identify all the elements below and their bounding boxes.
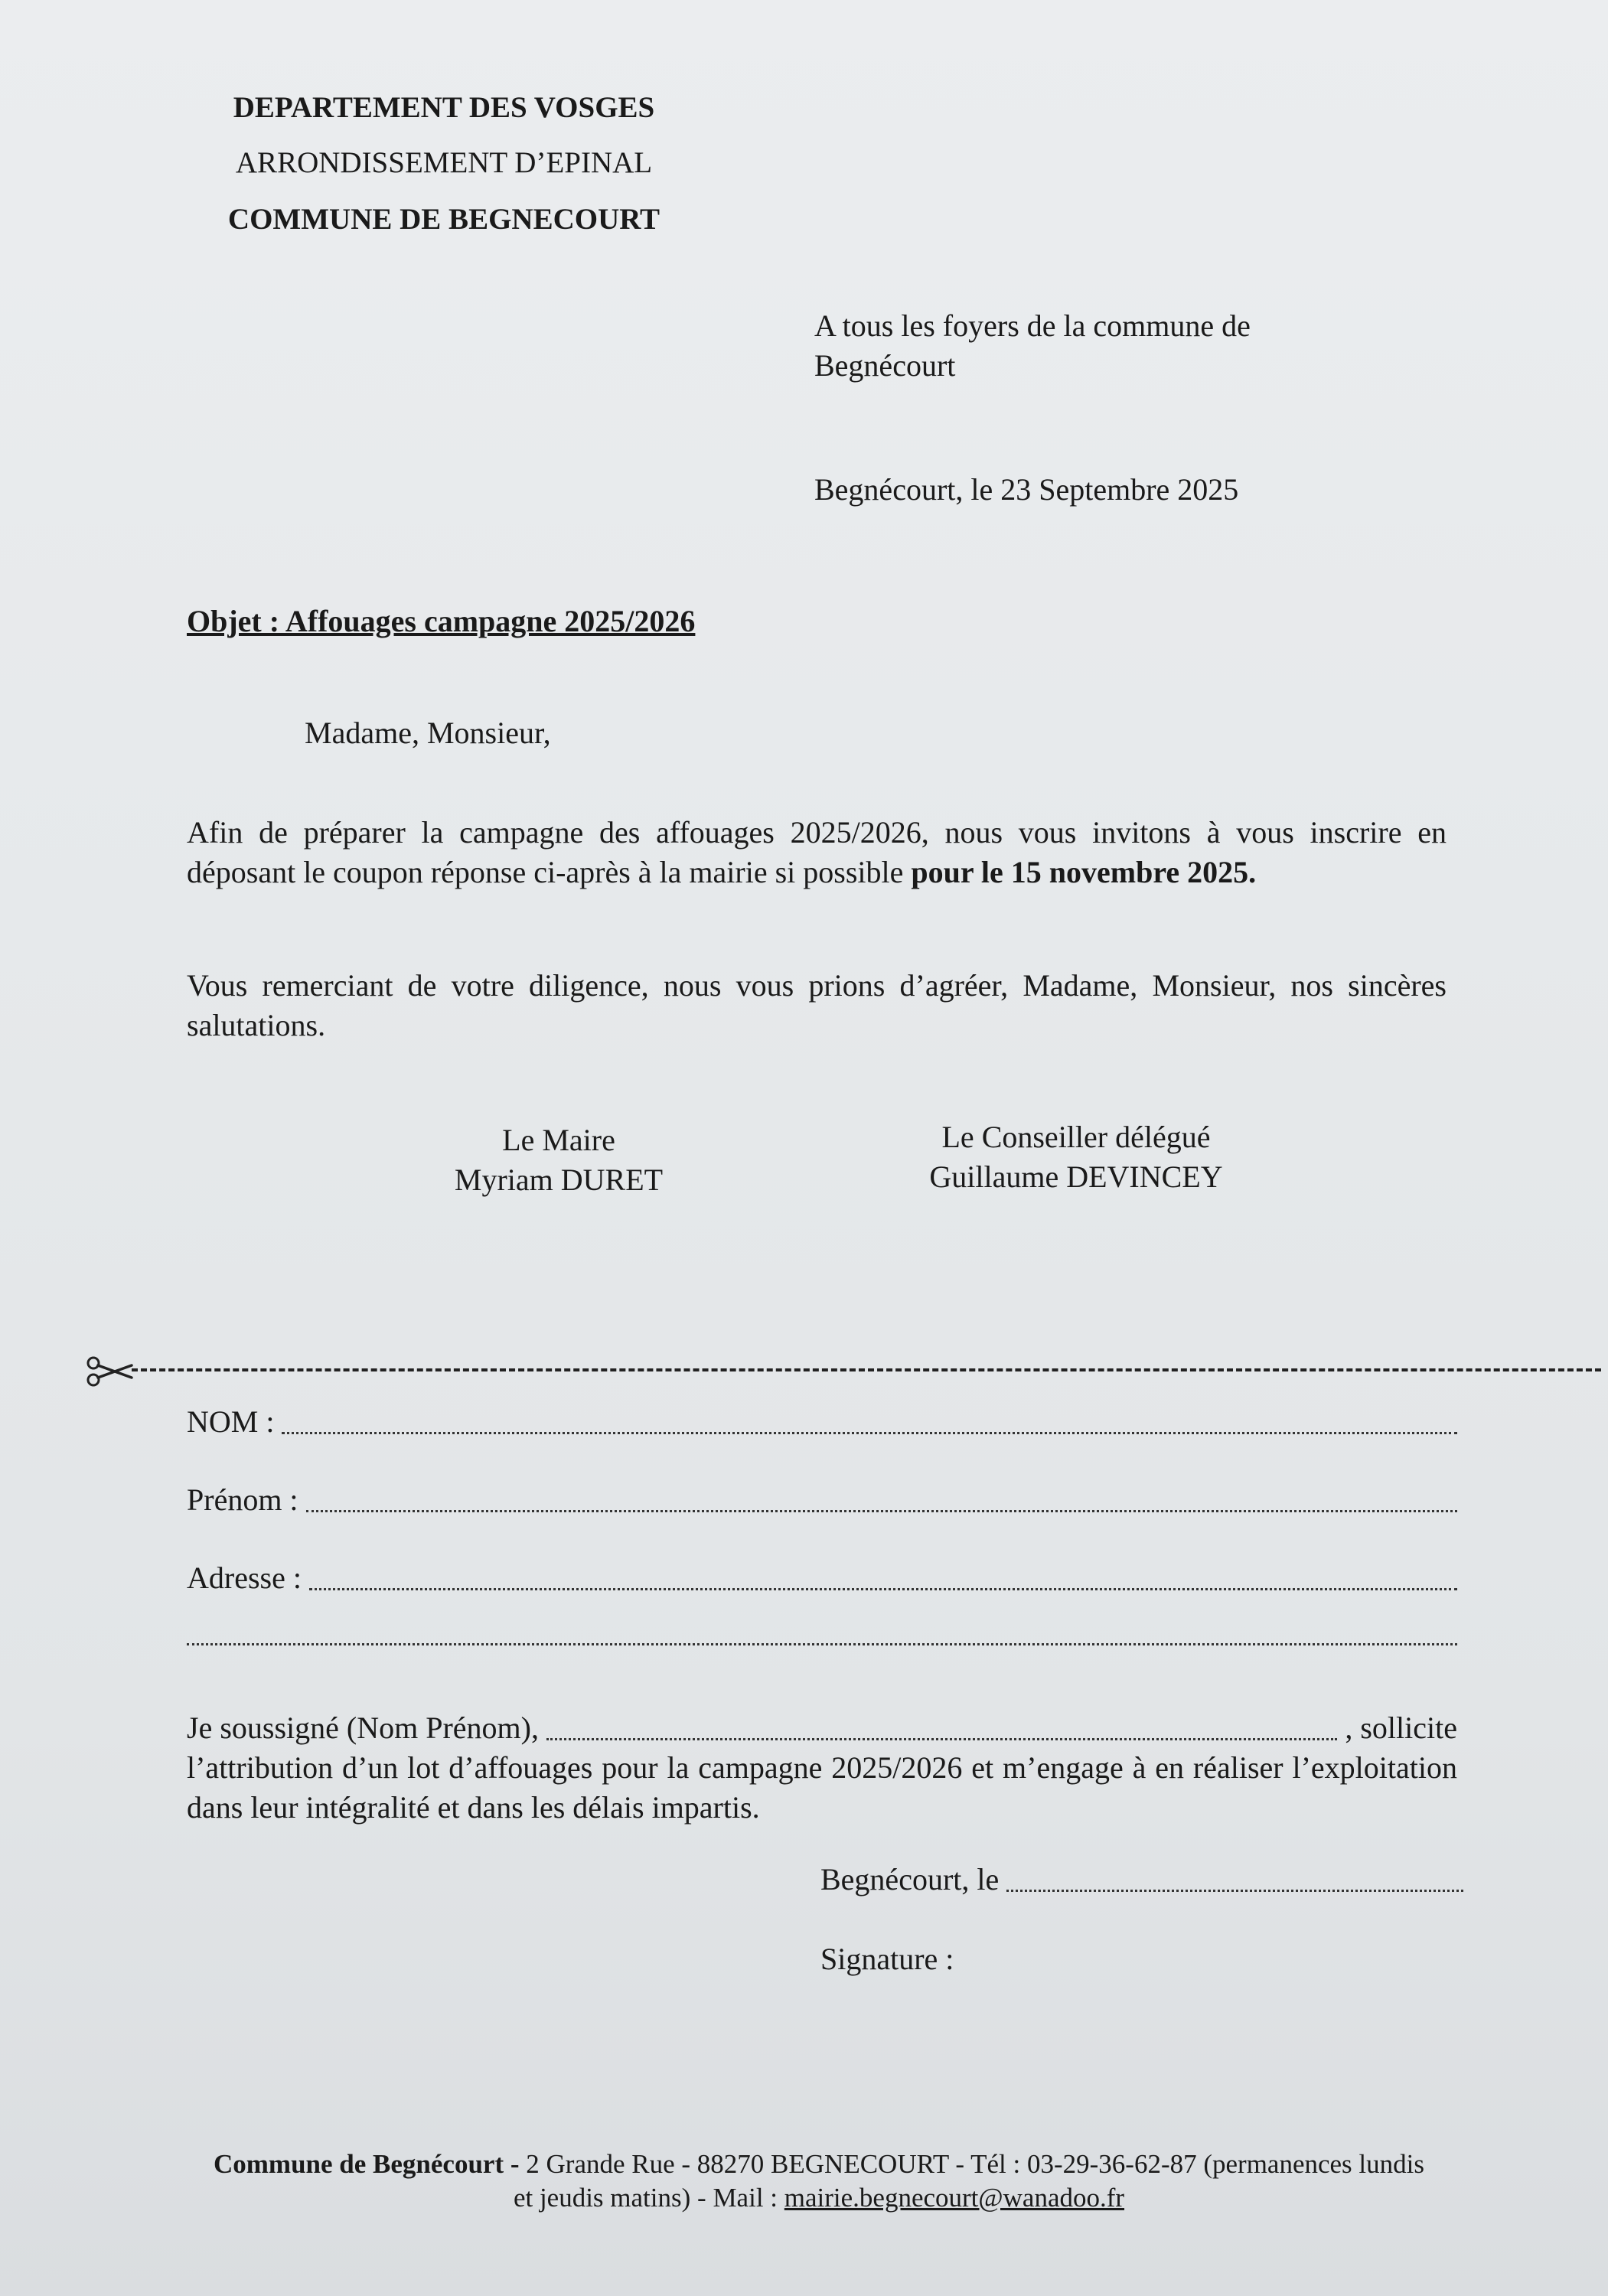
- cut-line: [86, 1356, 1601, 1387]
- signatory-councillor: [877, 1117, 1275, 1197]
- signatory-councillor-title: Le Conseiller délégué: [941, 1120, 1211, 1154]
- signatory-mayor-name: Myriam DURET: [454, 1163, 664, 1197]
- body-paragraph-1-text: Afin de préparer la campagne des affouages 2025/2026, nous vous invitons à vous inscrire en déposant le coupon réponse ci-après à la mairie si possible: [187, 815, 1447, 889]
- signatory-mayor: [390, 1120, 727, 1200]
- signature-label: Signature :: [820, 1942, 954, 1976]
- declaration-line1[interactable]: [187, 1708, 1457, 1748]
- adresse-dotted-line-2[interactable]: [187, 1643, 1457, 1645]
- body-paragraph-1: [187, 813, 1447, 892]
- footer-email-link[interactable]: mairie.begnecourt@wanadoo.fr: [784, 2183, 1125, 2213]
- footer-address: 2 Grande Rue - 88270 BEGNECOURT - Tél : 03-29-36-62-87 (permanences lundis: [519, 2149, 1424, 2179]
- nom-label: NOM :: [187, 1404, 275, 1439]
- nom-field[interactable]: [187, 1402, 1457, 1442]
- header-commune: COMMUNE DE BEGNECOURT: [227, 203, 660, 236]
- recipient-line2: Begnécourt: [814, 348, 956, 383]
- header-department: DEPARTEMENT DES VOSGES: [233, 91, 655, 124]
- prenom-label: Prénom :: [187, 1482, 298, 1517]
- footer-org: Commune de Begnécourt -: [213, 2149, 520, 2179]
- body-paragraph-2: Vous remerciant de votre diligence, nous vous prions d’agréer, Madame, Monsieur, nos sincères salutations.: [187, 968, 1447, 1042]
- cut-dashes: [132, 1368, 1601, 1371]
- place-date: Begnécourt, le 23 Septembre 2025: [814, 472, 1239, 507]
- footer: [161, 2148, 1477, 2215]
- recipient-line1: A tous les foyers de la commune de: [814, 308, 1251, 343]
- deadline-bold: pour le 15 novembre 2025.: [911, 855, 1257, 889]
- declaration-end: , sollicite: [1345, 1711, 1457, 1745]
- prenom-field[interactable]: [187, 1480, 1457, 1520]
- coupon-date-dotted-line[interactable]: [1006, 1890, 1463, 1892]
- salutation: Madame, Monsieur,: [305, 716, 551, 750]
- subject-line: Objet : Affouages campagne 2025/2026: [187, 604, 696, 638]
- adresse-dotted-line[interactable]: [309, 1588, 1457, 1590]
- declaration-start: Je soussigné (Nom Prénom),: [187, 1711, 539, 1745]
- footer-line2: [161, 2181, 1477, 2215]
- adresse-field-line2[interactable]: [187, 1613, 1457, 1653]
- footer-line1: [161, 2148, 1477, 2181]
- prenom-dotted-line[interactable]: [306, 1510, 1457, 1512]
- adresse-field[interactable]: [187, 1558, 1457, 1598]
- footer-line2-text: et jeudis matins) - Mail :: [513, 2183, 784, 2213]
- signatory-mayor-title: Le Maire: [502, 1123, 615, 1157]
- coupon-date-label: Begnécourt, le: [820, 1862, 1000, 1896]
- nom-dotted-line[interactable]: [282, 1432, 1457, 1434]
- adresse-label: Adresse :: [187, 1561, 302, 1595]
- scissors-icon: [86, 1356, 135, 1387]
- signatory-councillor-name: Guillaume DEVINCEY: [929, 1159, 1223, 1194]
- header-arrondissement: ARRONDISSEMENT D’EPINAL: [235, 146, 653, 179]
- coupon-date-field[interactable]: [820, 1860, 1463, 1900]
- declaration-name-dotted-line[interactable]: [546, 1738, 1337, 1740]
- declaration-rest: l’attribution d’un lot d’affouages pour la campagne 2025/2026 et m’engage à en réaliser l’exploitation dans leur intégralité et dans les délais impartis.: [187, 1750, 1457, 1825]
